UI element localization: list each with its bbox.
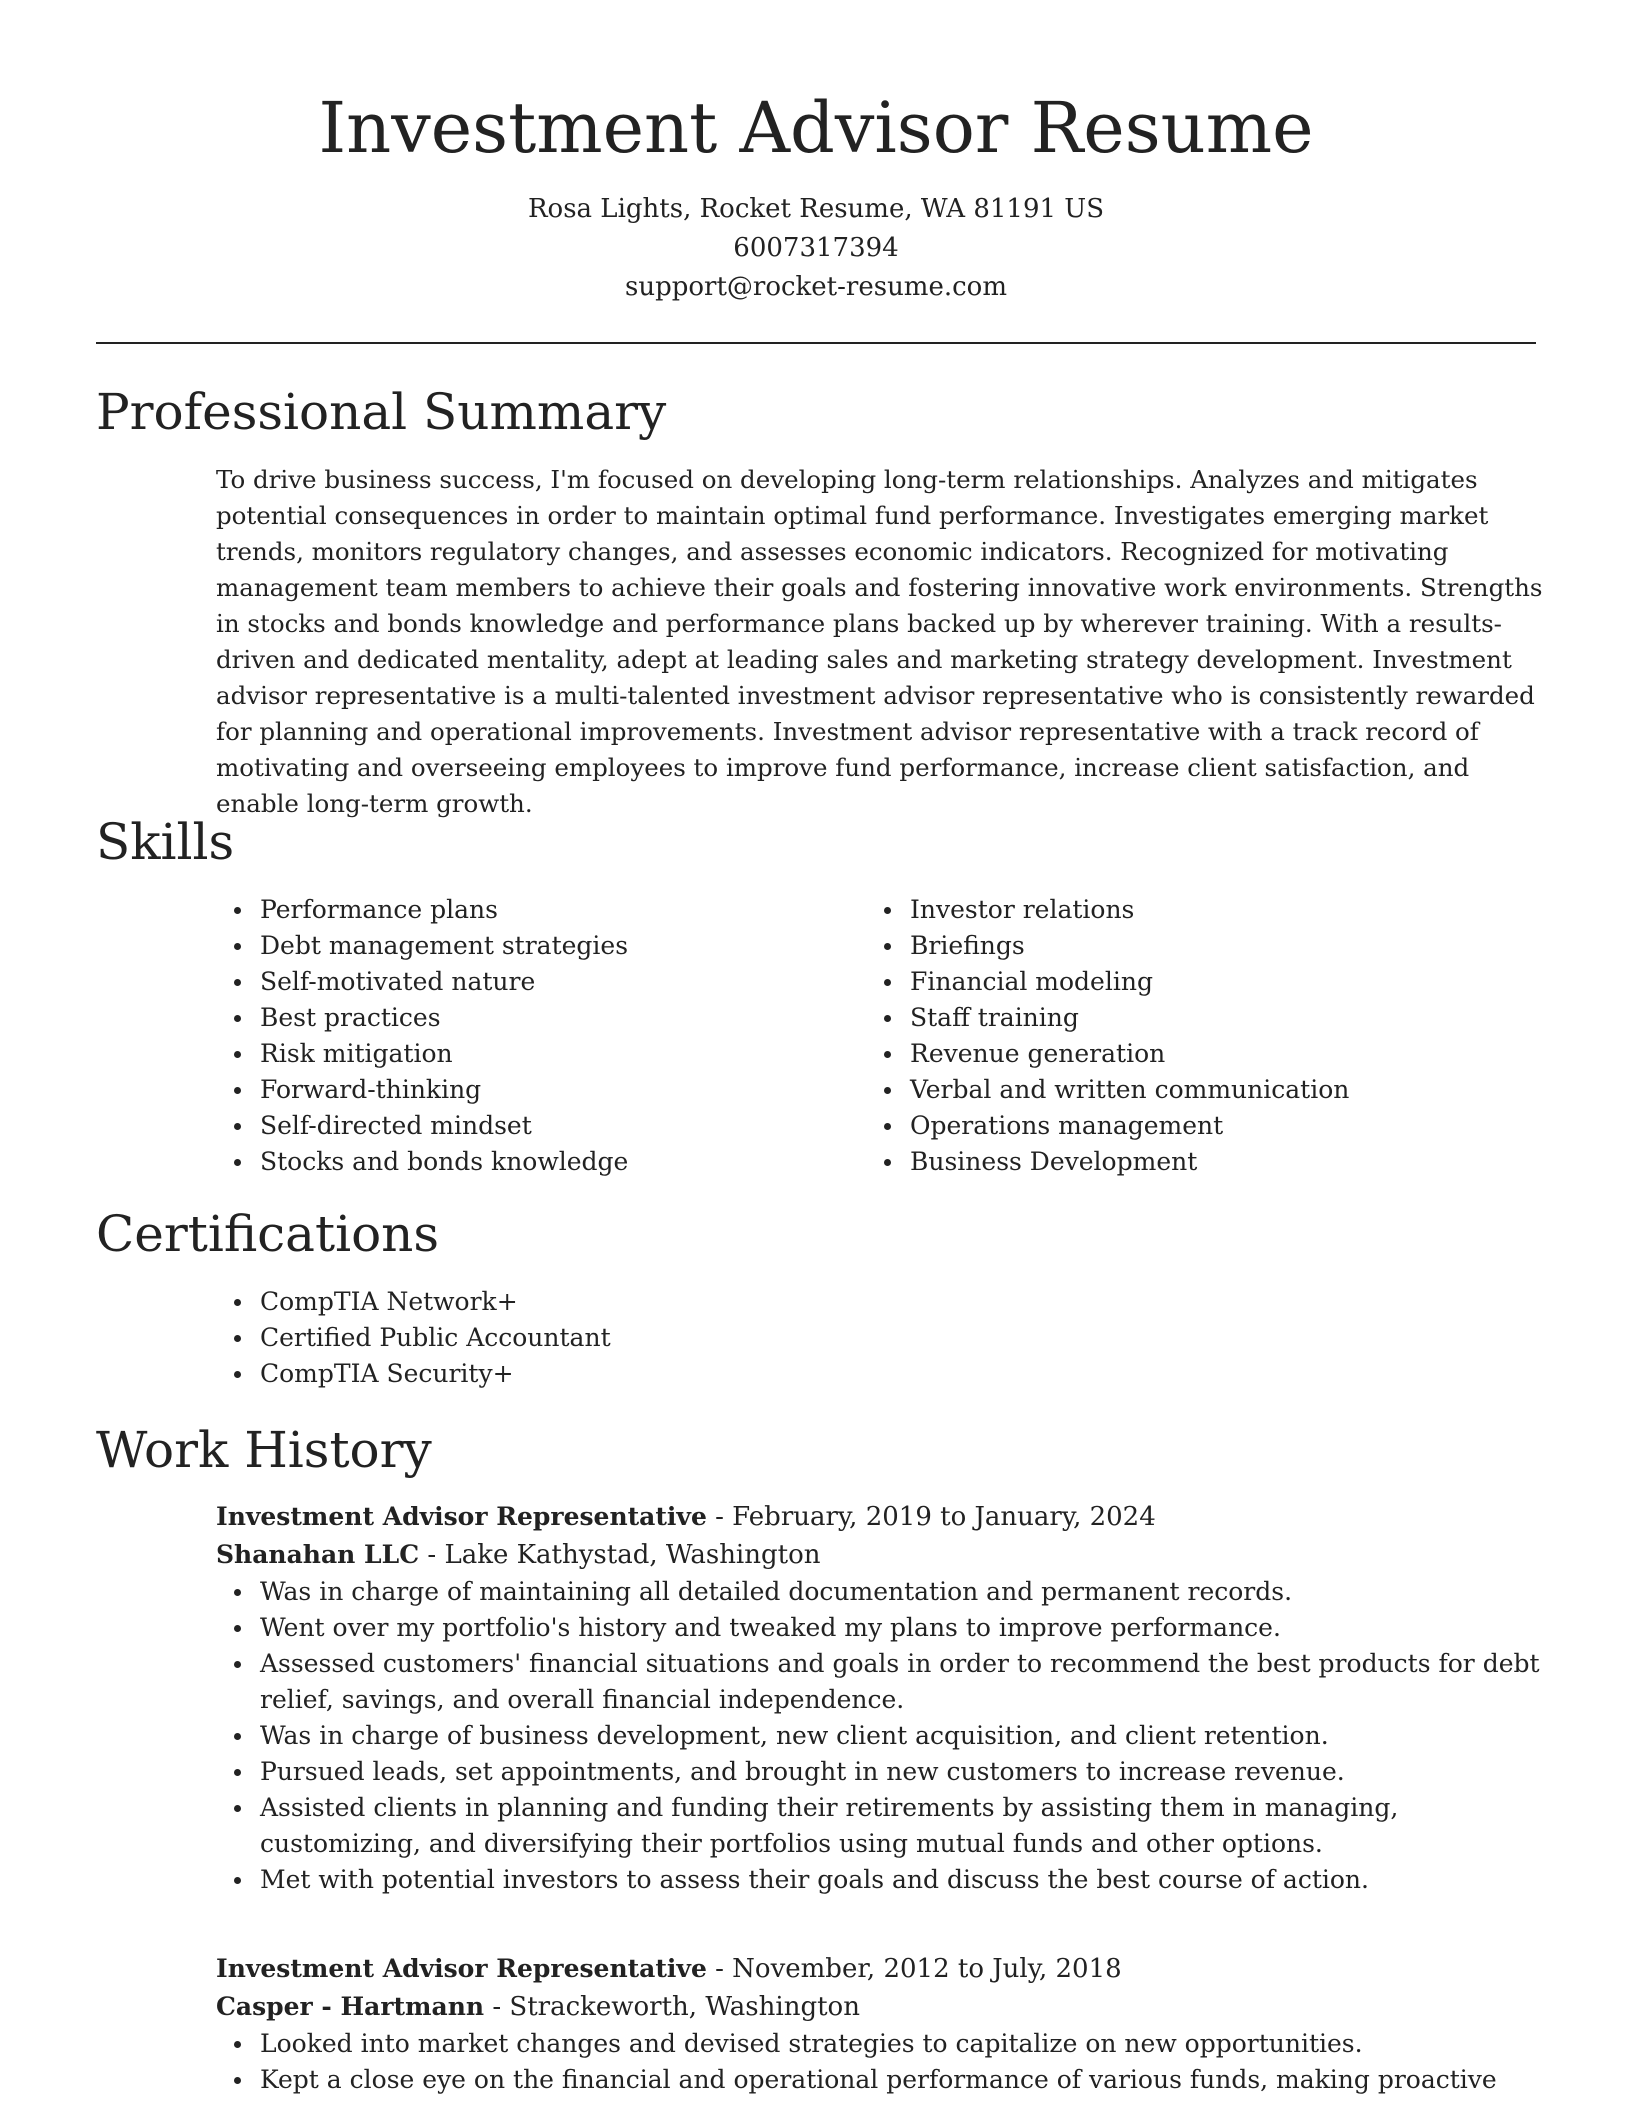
list-item: Investor relations xyxy=(866,892,1506,928)
list-item: Certified Public Accountant xyxy=(216,1320,1116,1356)
summary-text: To drive business success, I'm focused on developing long-term relationships. Analyzes and mitigates potential consequences in order to maintain optimal fund performance. Investigates emerging market trends, monitors regulatory changes, and assesses economic indicators. Recognized for motivating management team members to achieve their goals and fostering innovative work environments. Strengths in stocks and bonds knowledge and performance plans backed up by wherever training. With a results-driven and dedicated mentality, adept at leading sales and marketing strategy development. Investment advisor representative is a multi-talented investment advisor representative who is consistently rewarded for planning and operational improvements. Investment advisor representative with a track record of motivating and overseeing employees to improve fund performance, increase client satisfaction, and enable long-term growth. xyxy=(216,465,1543,818)
list-item: Best practices xyxy=(216,1000,856,1036)
list-item: Self-directed mindset xyxy=(216,1108,856,1144)
list-item: Assisted clients in planning and funding their retirements by assisting them in managing, customizing, and diversifying their portfolios using mutual funds and other options. xyxy=(216,1790,1546,1862)
section-title-work-history: Work History xyxy=(96,1421,432,1479)
job-duties-list xyxy=(216,2026,1546,2098)
skills-list-left xyxy=(216,892,856,1180)
list-item: Briefings xyxy=(866,928,1506,964)
section-title-summary: Professional Summary xyxy=(96,383,667,441)
resume-title: Investment Advisor Resume xyxy=(318,87,1314,169)
section-title-certifications: Certifications xyxy=(96,1205,440,1263)
list-item: Met with potential investors to assess their goals and discuss the best course of action. xyxy=(216,1862,1546,1898)
list-item: Revenue generation xyxy=(866,1036,1506,1072)
job-company: Shanahan LLC xyxy=(216,1540,420,1569)
list-item: CompTIA Security+ xyxy=(216,1356,1116,1392)
list-item: Assessed customers' financial situations and goals in order to recommend the best products for debt relief, savings, and overall financial independence. xyxy=(216,1646,1546,1718)
list-item: Was in charge of maintaining all detailed documentation and permanent records. xyxy=(216,1574,1546,1610)
list-item: Self-motivated nature xyxy=(216,964,856,1000)
list-item: Pursued leads, set appointments, and brought in new customers to increase revenue. xyxy=(216,1754,1546,1790)
list-item: Staff training xyxy=(866,1000,1506,1036)
list-item: Went over my portfolio's history and tweaked my plans to improve performance. xyxy=(216,1610,1546,1646)
list-item: Stocks and bonds knowledge xyxy=(216,1144,856,1180)
job-title: Investment Advisor Representative xyxy=(216,1954,707,1983)
list-item: Was in charge of business development, new client acquisition, and client retention. xyxy=(216,1718,1546,1754)
job-title: Investment Advisor Representative xyxy=(216,1502,707,1531)
contact-address: Rosa Lights, Rocket Resume, WA 81191 US xyxy=(527,194,1105,224)
job-duties-list xyxy=(216,1574,1546,1898)
header-divider xyxy=(96,342,1536,344)
list-item: Performance plans xyxy=(216,892,856,928)
job-company: Casper - Hartmann xyxy=(216,1992,485,2021)
section-title-skills: Skills xyxy=(96,813,235,871)
contact-email: support@rocket-resume.com xyxy=(624,272,1007,302)
list-item: CompTIA Network+ xyxy=(216,1284,1116,1320)
job-location: - Strackeworth, Washington xyxy=(484,1992,860,2022)
job-entry xyxy=(216,1950,1546,2098)
job-title-line xyxy=(216,1950,1546,1988)
contact-info xyxy=(0,190,1632,307)
list-item: Risk mitigation xyxy=(216,1036,856,1072)
job-entry xyxy=(216,1498,1546,1898)
skills-list-right xyxy=(866,892,1506,1180)
list-item: Kept a close eye on the financial and operational performance of various funds, making proactive xyxy=(216,2062,1546,2098)
job-title-line xyxy=(216,1498,1546,1536)
job-dates: - February, 2019 to January, 2024 xyxy=(706,1502,1156,1532)
job-location: - Lake Kathystad, Washington xyxy=(419,1540,821,1570)
certifications-list xyxy=(216,1284,1116,1392)
list-item: Financial modeling xyxy=(866,964,1506,1000)
list-item: Operations management xyxy=(866,1108,1506,1144)
list-item: Forward-thinking xyxy=(216,1072,856,1108)
job-company-line xyxy=(216,1536,1546,1574)
list-item: Business Development xyxy=(866,1144,1506,1180)
job-dates: - November, 2012 to July, 2018 xyxy=(706,1954,1122,1984)
list-item: Debt management strategies xyxy=(216,928,856,964)
job-company-line xyxy=(216,1988,1546,2026)
list-item: Verbal and written communication xyxy=(866,1072,1506,1108)
list-item: Looked into market changes and devised strategies to capitalize on new opportunities. xyxy=(216,2026,1546,2062)
contact-phone: 6007317394 xyxy=(733,233,899,263)
